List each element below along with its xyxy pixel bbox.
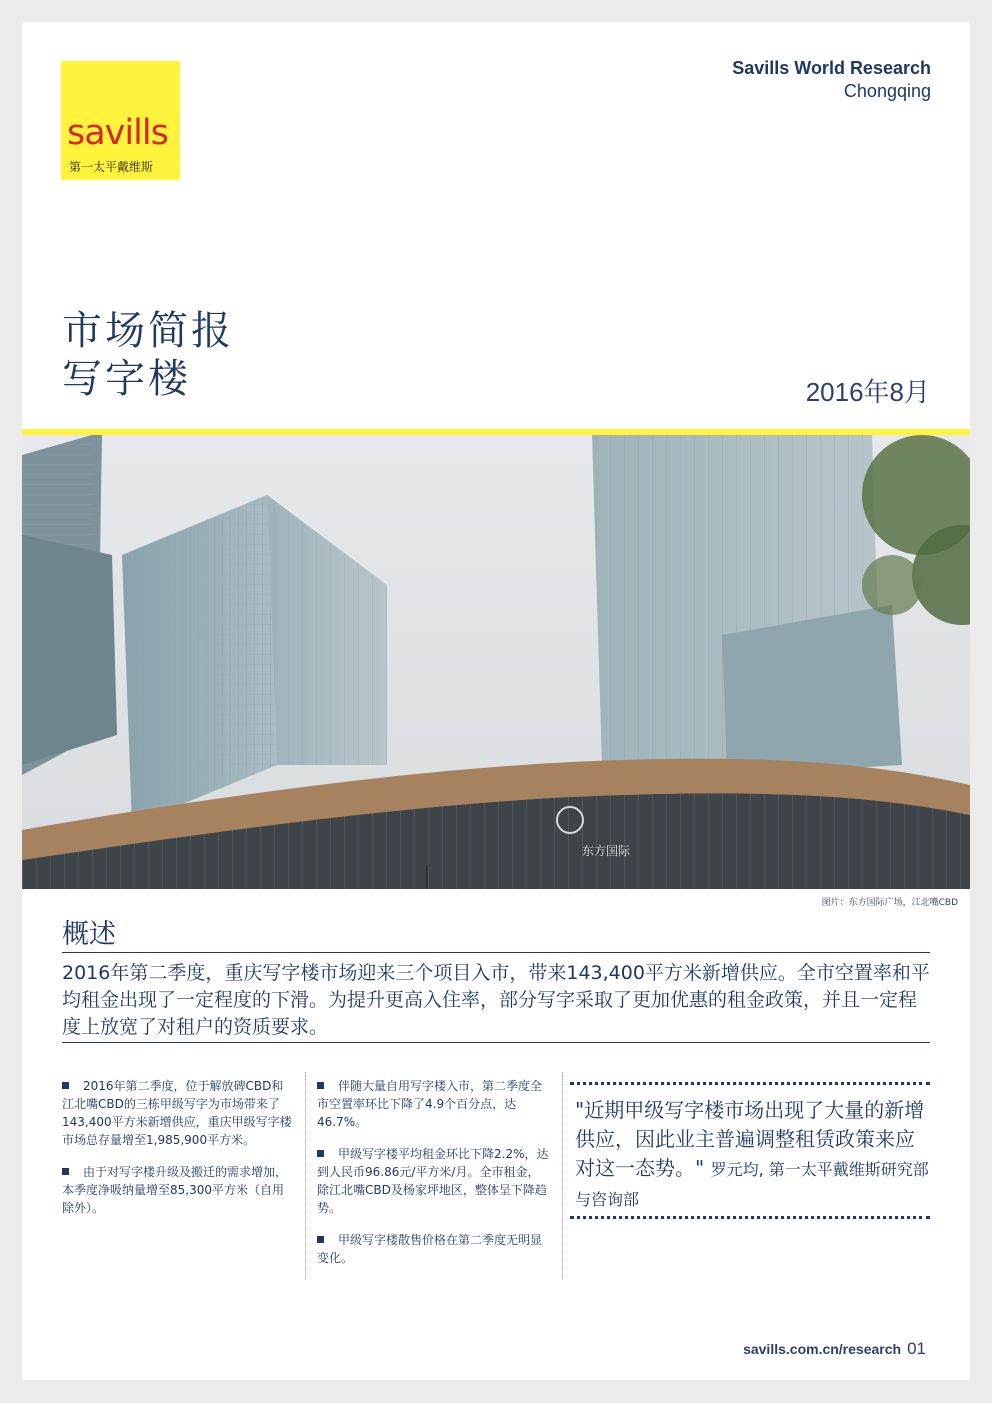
quote-attribution-name: 罗元均	[710, 1160, 759, 1179]
savills-logo	[61, 61, 180, 180]
report-title-line2: 写字楼	[62, 356, 191, 402]
report-page	[22, 22, 970, 1380]
quote-bottom-dots	[570, 1216, 930, 1219]
bullet-text: 甲级写字楼平均租金环比下降2.2%，达到人民币96.86元/平方米/月。全市租金，除江北嘴CBD及杨家坪地区，整体呈下降趋势。	[317, 1147, 549, 1215]
logo-wordmark: savills	[67, 113, 168, 153]
bullet-text: 2016年第二季度，位于解放碑CBD和江北嘴CBD的三栋甲级写字为市场带来了143,400平方米新增供应，重庆甲级写字楼市场总存量增至1,985,900平方米。	[62, 1079, 292, 1147]
cover-photo	[22, 435, 970, 889]
column-divider	[562, 1072, 563, 1280]
bullet-square-icon	[62, 1168, 69, 1175]
page-footer	[743, 1339, 926, 1359]
overview-bottom-rule	[62, 1042, 930, 1043]
quote-text: "近期甲级写字楼市场出现了大量的新增供应，因此业主普遍调整租赁政策来应对这一态势。"	[575, 1098, 925, 1180]
overview-paragraph: 2016年第二季度，重庆写字楼市场迎来三个项目入市，带来143,400平方米新增供应。全市空置率和平均租金出现了一定程度的下滑。为提升更高入住率，部分写字采取了更加优惠的租金政策，并且一定程度上放宽了对租户的资质要求。	[62, 962, 930, 1038]
bullet-item	[62, 1163, 294, 1217]
logo-chinese-name: 第一太平戴维斯	[69, 160, 154, 174]
bullet-square-icon	[317, 1150, 324, 1157]
bullet-item	[317, 1231, 549, 1267]
bullet-item	[317, 1077, 549, 1131]
photo-caption: 图片：东方国际广场，江北嘴CBD	[821, 898, 958, 908]
bullet-item	[317, 1145, 549, 1217]
brand-title: Savills World Research	[732, 58, 931, 78]
quote-top-dots	[570, 1082, 930, 1085]
report-title-line1: 市场简报	[62, 308, 234, 354]
overview-top-rule	[62, 952, 930, 953]
brand-header	[732, 58, 931, 102]
overview-heading: 概述	[62, 919, 116, 950]
bullet-text: 伴随大量自用写字楼入市，第二季度全市空置率环比下降了4.9个百分点，达46.7%。	[317, 1079, 543, 1129]
bullets-column-middle	[317, 1077, 549, 1281]
bullets-column-left	[62, 1077, 294, 1231]
bullet-square-icon	[62, 1082, 69, 1089]
bullet-text: 由于对写字楼升级及搬迁的需求增加，本季度净吸纳量增至85,300平方米（自用除外）。	[62, 1165, 288, 1215]
pull-quote	[575, 1096, 930, 1214]
page-number: 01	[907, 1339, 926, 1358]
report-title	[62, 307, 234, 403]
report-date: 2016年8月	[805, 377, 930, 407]
bullet-text: 甲级写字楼散售价格在第二季度无明显变化。	[317, 1233, 543, 1265]
bullet-square-icon	[317, 1236, 324, 1243]
bullet-square-icon	[317, 1082, 324, 1089]
column-divider	[305, 1072, 306, 1280]
cover-photo-illustration	[22, 435, 970, 889]
building-sign-text: 东方国际	[582, 844, 631, 858]
footer-url[interactable]: savills.com.cn/research	[743, 1341, 902, 1357]
brand-city: Chongqing	[843, 81, 931, 101]
quote-attribution-org: , 第一太平戴维斯研究部与咨询部	[575, 1160, 929, 1209]
bullet-item	[62, 1077, 294, 1149]
